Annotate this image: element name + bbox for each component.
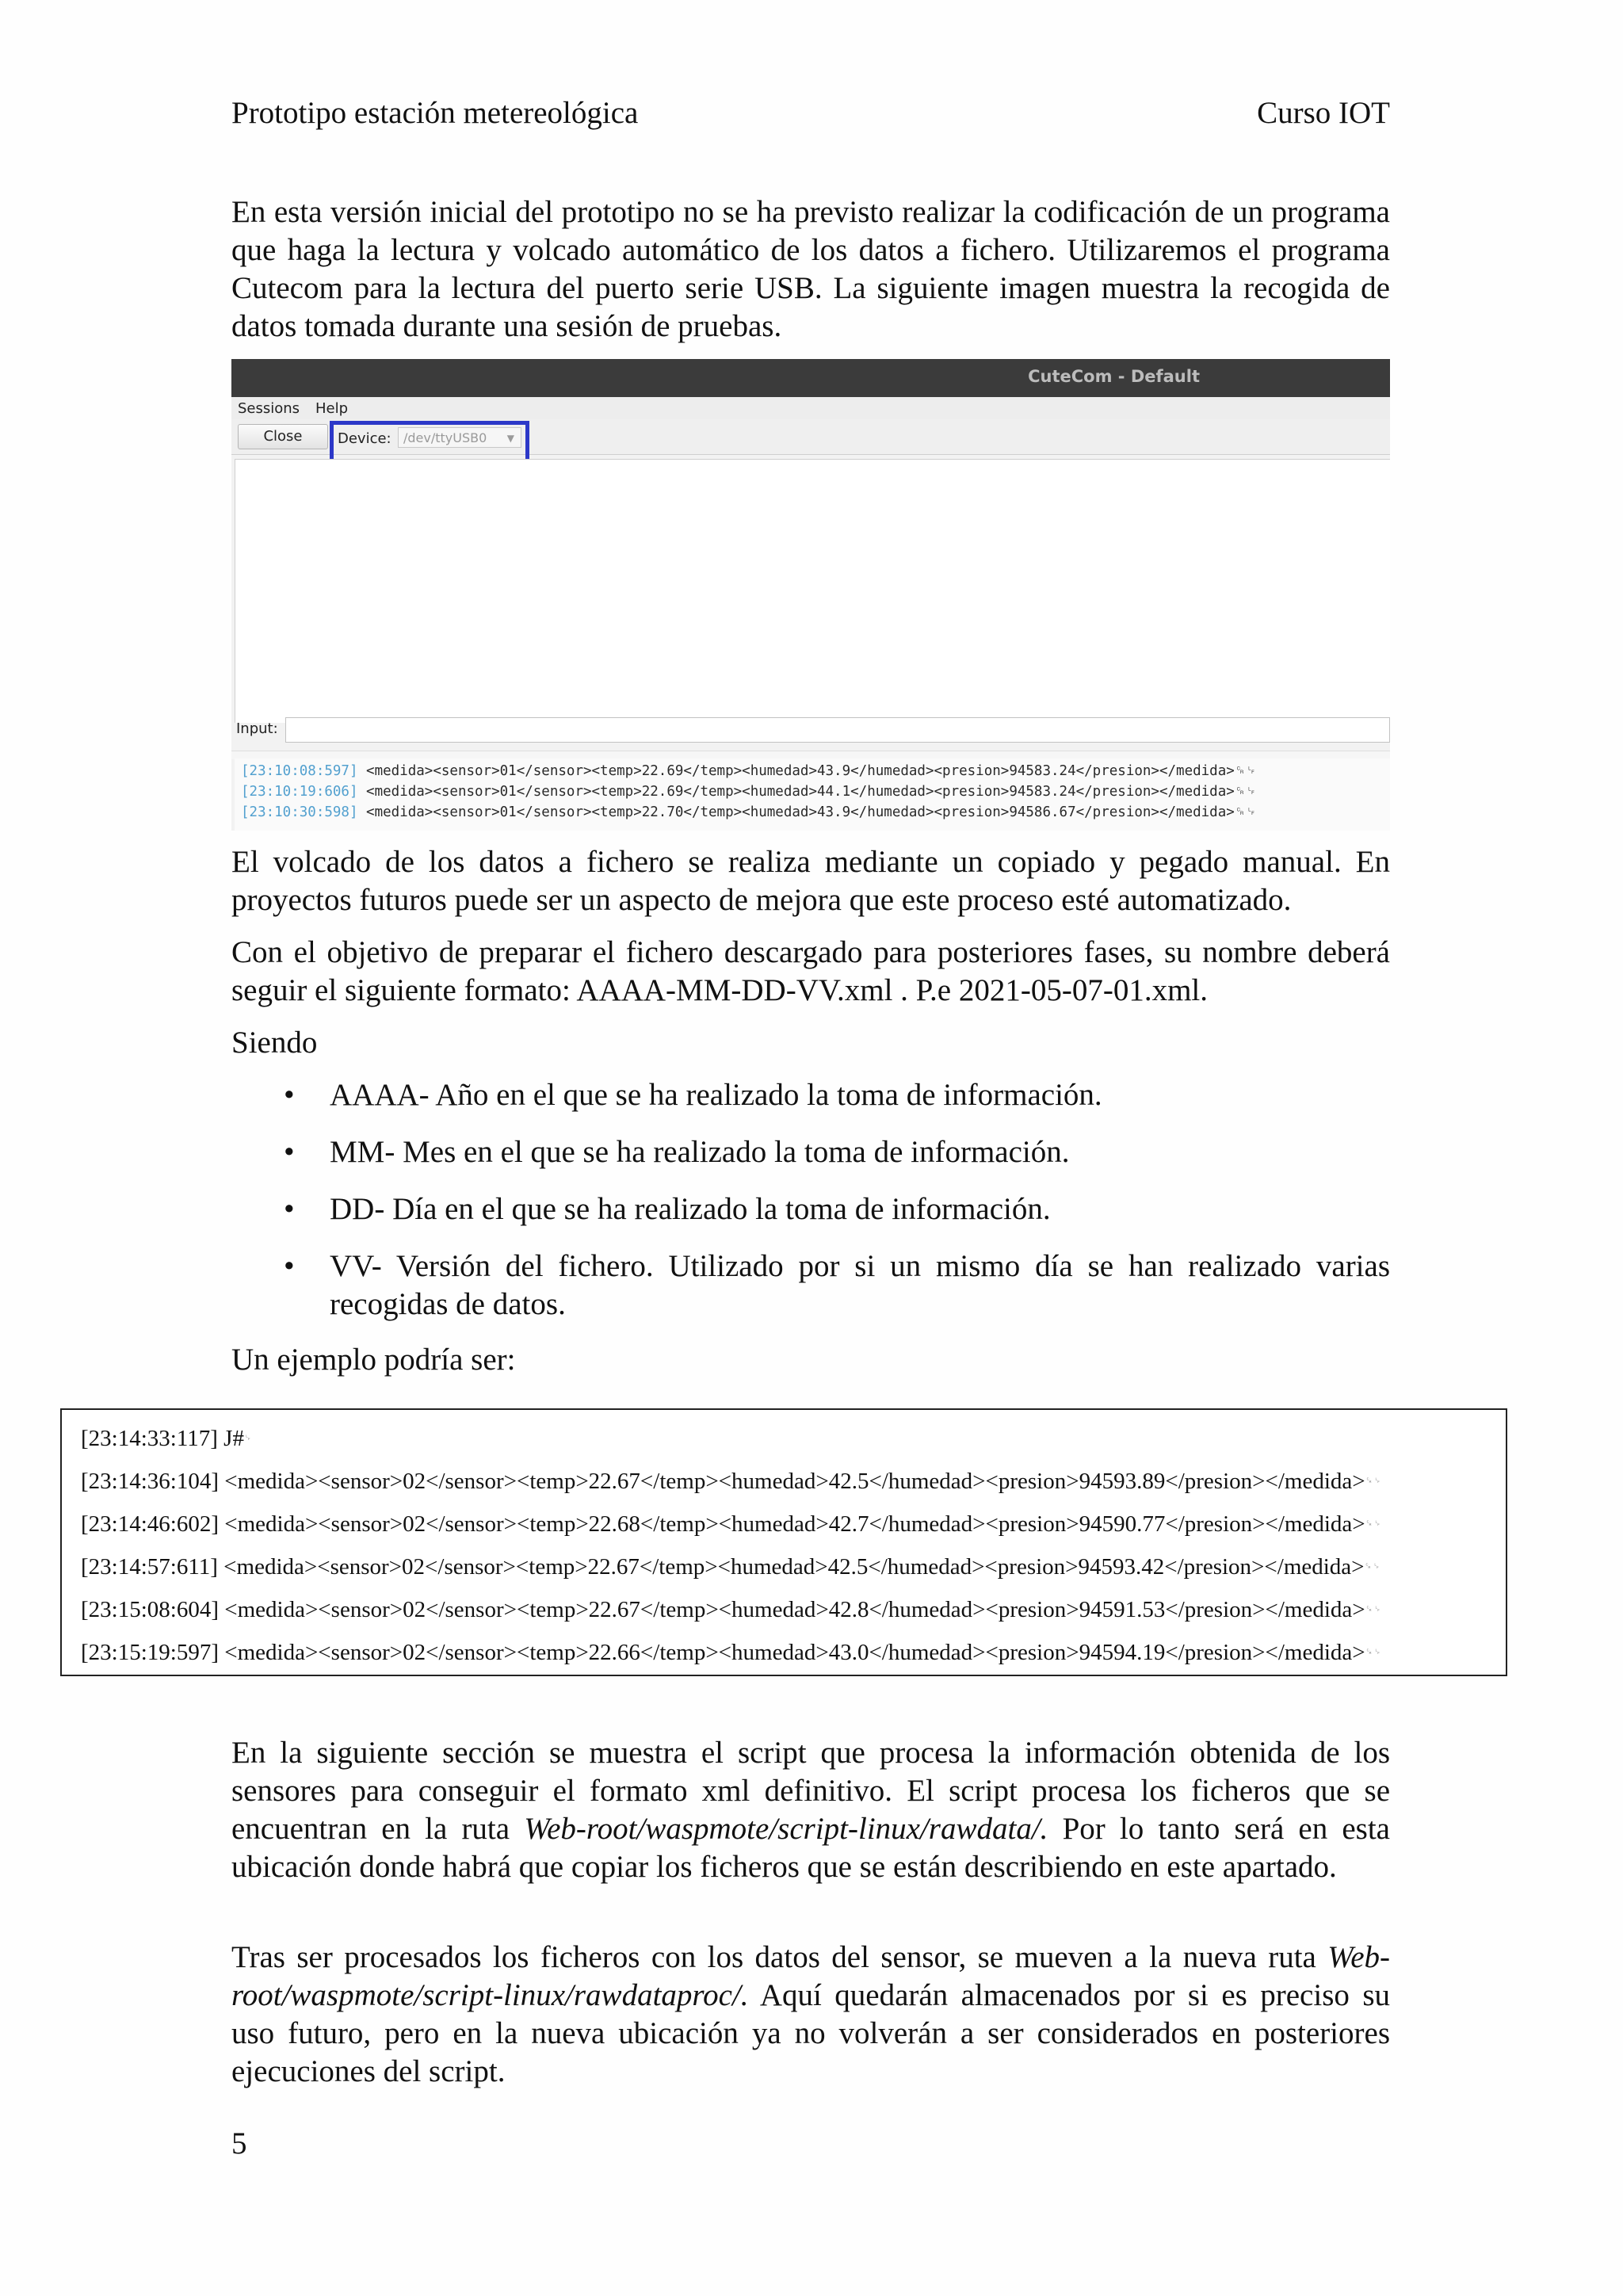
tras-text-after: Aquí quedarán almacenados por si es preciso su uso futuro, pero en la nueva ubicación ya no volverán a ser considerados en posteriores ejecuciones del script. [231,1978,1390,2088]
close-button[interactable]: Close [238,424,328,449]
rawdata-path: Web-root/waspmote/script-linux/rawdata/. [524,1812,1048,1846]
example-line-text: [23:15:08:604] <medida><sensor>02</sensor><temp>22.67</temp><humedad>42.8</humedad><presion>94591.53</presion></medida> [81,1597,1365,1622]
ejemplo-label: Un ejemplo podría ser: [231,1343,516,1377]
crlf-marker: ␊ [243,1432,253,1443]
output-area[interactable] [235,459,1390,723]
device-select[interactable] [398,427,521,448]
menu-sessions[interactable]: Sessions [238,400,300,417]
log-line [241,763,1257,779]
example-line-text: [23:15:19:597] <medida><sensor>02</sensor><temp>22.66</temp><humedad>43.0</humedad><presion>94594.19</presion></medida> [81,1640,1365,1665]
example-line-text: [23:14:46:602] <medida><sensor>02</sensor><temp>22.68</temp><humedad>42.7</humedad><presion>94590.77</presion></medida> [81,1511,1365,1537]
device-select-value: /dev/ttyUSB0 [403,430,487,445]
example-data-box [60,1408,1507,1676]
crlf-marker: ␍␊ [1365,1603,1382,1614]
list-item: • MM- Mes en el que se ha realizado la toma de información. [231,1133,1390,1171]
format-bullet-list [231,1076,1390,1343]
crlf-marker: ␍␊ [1364,1561,1381,1572]
log-message: <medida><sensor>01</sensor><temp>22.69</temp><humedad>43.9</humedad><presion>94583.24</presion></medida>␍␊ [357,763,1257,779]
crlf-marker: ␍␊ [1365,1646,1382,1657]
crlf-marker: ␍␊ [1365,1475,1382,1486]
cutecom-window-title: CuteCom - Default [1028,367,1200,386]
example-line [81,1597,1382,1623]
script-paragraph [231,1734,1390,1886]
script-text-before: En la siguiente sección se muestra el script que procesa la información obtenida de los sensores para conseguir el formato xml definitivo. El script procesa los ficheros que se encuentran en la ruta [231,1736,1390,1846]
crlf-marker: ␍␊ [1365,1518,1382,1529]
chevron-down-icon: ▼ [506,433,514,444]
volcado-paragraph: El volcado de los datos a fichero se realiza mediante un copiado y pegado manual. En proyectos futuros puede ser un aspecto de mejora que este proceso esté automatizado. [231,845,1390,917]
example-line [81,1554,1381,1580]
siendo-label: Siendo [231,1026,318,1060]
list-item: • VV- Versión del fichero. Utilizado por si un mismo día se han realizado varias recogidas de datos. [231,1247,1390,1324]
tras-paragraph [231,1939,1390,2091]
log-message: <medida><sensor>01</sensor><temp>22.70</temp><humedad>43.9</humedad><presion>94586.67</presion></medida>␍␊ [357,804,1257,820]
input-field[interactable] [285,717,1390,743]
page-number: 5 [231,2126,247,2160]
example-line [81,1426,253,1452]
tras-text-before: Tras ser procesados los ficheros con los datos del sensor, se mueven a la nueva ruta [231,1940,1328,1974]
log-message: <medida><sensor>01</sensor><temp>22.69</temp><humedad>44.1</humedad><presion>94583.24</presion></medida>␍␊ [357,784,1257,800]
log-line [241,784,1257,800]
header-course: Curso IOT [1257,96,1390,130]
menu-help[interactable]: Help [315,400,349,417]
cutecom-menubar [231,397,1390,419]
script-text-after: Por lo tanto será en esta ubicación donde habrá que copiar los ficheros que se están describiendo en este apartado. [231,1812,1390,1884]
header-title: Prototipo estación metereológica [231,96,639,130]
input-label: Input: [236,720,278,737]
list-item: • AAAA- Año en el que se ha realizado la toma de información. [231,1076,1390,1114]
cutecom-toolbar [231,419,1390,455]
example-line [81,1640,1382,1666]
formato-paragraph: Con el objetivo de preparar el fichero descargado para posteriores fases, su nombre deberá seguir el siguiente formato: AAAA-MM-DD-VV.xml . P.e 2021-05-07-01.xml. [231,935,1390,1007]
log-timestamp: [23:10:08:597] [241,763,358,779]
example-line-text: [23:14:36:104] <medida><sensor>02</sensor><temp>22.67</temp><humedad>42.5</humedad><presion>94593.89</presion></medida> [81,1469,1365,1494]
cutecom-titlebar [231,359,1390,397]
example-line [81,1511,1382,1538]
rawdataproc-path: Web-root/waspmote/script-linux/rawdataproc/. [231,1940,1390,2012]
serial-log [235,758,1390,831]
log-timestamp: [23:10:19:606] [241,784,358,800]
example-line [81,1469,1382,1495]
device-label: Device: [338,430,391,447]
intro-paragraph: En esta versión inicial del prototipo no se ha previsto realizar la codificación de un programa que haga la lectura y volcado automático de los datos a fichero. Utilizaremos el programa Cutecom para la lectura del puerto serie USB. La siguiente imagen muestra la recogida de datos tomada durante una sesión de pruebas. [231,195,1390,343]
cutecom-screenshot [231,359,1390,831]
log-timestamp: [23:10:30:598] [241,804,358,820]
log-line [241,804,1257,820]
example-line-text: [23:14:33:117] J# [81,1426,244,1451]
example-line-text: [23:14:57:611] <medida><sensor>02</sensor><temp>22.67</temp><humedad>42.5</humedad><presion>94593.42</presion></medida> [81,1554,1365,1580]
list-item: • DD- Día en el que se ha realizado la toma de información. [231,1190,1390,1228]
